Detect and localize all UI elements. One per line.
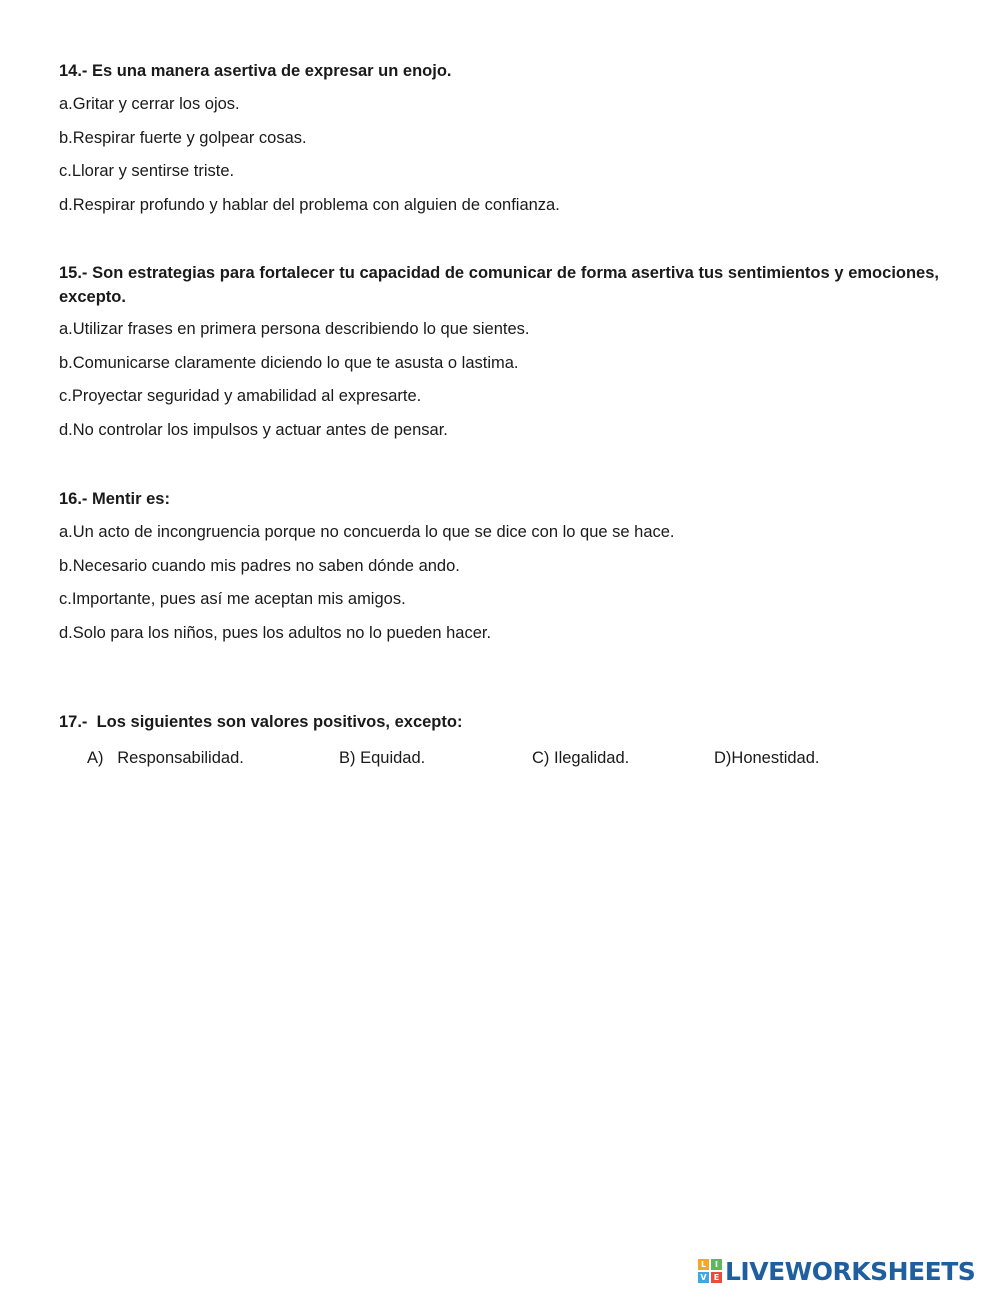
option-a[interactable]: A) Responsabilidad.: [87, 749, 244, 767]
option-a[interactable]: a.Un acto de incongruencia porque no concuerda lo que se dice con lo que se hace.: [59, 523, 675, 541]
option-d[interactable]: d.No controlar los impulsos y actuar antes de pensar.: [59, 420, 448, 439]
question-15: [59, 261, 939, 451]
question-title: 15.- Son estrategias para fortalecer tu capacidad de comunicar de forma asertiva tus sentimientos y emociones, excepto.: [59, 264, 939, 306]
option-b[interactable]: b.Comunicarse claramente diciendo lo que te asusta o lastima.: [59, 353, 519, 372]
option-b[interactable]: b.Necesario cuando mis padres no saben dónde ando.: [59, 556, 460, 575]
option-a[interactable]: a.Utilizar frases en primera persona describiendo lo que sientes.: [59, 320, 530, 338]
question-title: 16.- Mentir es:: [59, 490, 170, 508]
question-16: [59, 487, 939, 654]
option-c[interactable]: c.Proyectar seguridad y amabilidad al expresarte.: [59, 387, 422, 406]
option-d[interactable]: d.Solo para los niños, pues los adultos no lo pueden hacer.: [59, 623, 492, 642]
logo-block-i: I: [711, 1259, 722, 1270]
option-c[interactable]: c.Importante, pues así me aceptan mis amigos.: [59, 590, 406, 609]
logo-block-v: V: [698, 1272, 709, 1283]
logo-block-e: E: [711, 1272, 722, 1283]
option-d[interactable]: D)Honestidad.: [714, 749, 820, 767]
option-b[interactable]: B) Equidad.: [339, 749, 426, 767]
option-b[interactable]: b.Respirar fuerte y golpear cosas.: [59, 128, 307, 147]
option-d[interactable]: d.Respirar profundo y hablar del problema con alguien de confianza.: [59, 195, 560, 214]
options-row: [59, 746, 939, 774]
logo-icon: [698, 1259, 722, 1283]
logo-text: LIVEWORKSHEETS: [725, 1256, 976, 1286]
liveworksheets-logo: [698, 1256, 994, 1286]
option-a[interactable]: a.Gritar y cerrar los ojos.: [59, 95, 240, 113]
question-14: [59, 59, 939, 226]
question-title: 17.- Los siguientes son valores positivos, excepto:: [59, 713, 463, 731]
option-c[interactable]: C) Ilegalidad.: [532, 749, 630, 767]
question-17: [59, 710, 939, 774]
option-c[interactable]: c.Llorar y sentirse triste.: [59, 162, 235, 181]
logo-block-l: L: [698, 1259, 709, 1270]
question-title: 14.- Es una manera asertiva de expresar un enojo.: [59, 62, 452, 80]
